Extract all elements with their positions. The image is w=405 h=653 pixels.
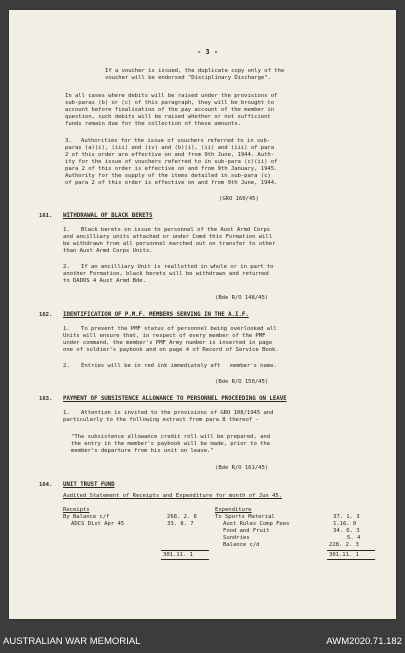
section-161-para-2-line-3: to DADOS 4 Aust Armd Bde. [63,278,146,284]
expenditure-item-3: Food and Fruit [223,528,270,534]
para-b-line-2: sub-paras (b) or (c) of this paragraph, they will be brought to [65,100,275,106]
expenditure-item-1: To Sports Material [215,514,275,520]
intro-line-2: voucher will be endorsed "Disciplinary Discharge". [105,75,271,81]
para-b-line-5: funds remain due for the collection of these amounts. [65,121,241,127]
section-161-reference: (Bde R/O 148/45) [215,295,269,301]
section-163-title: PAYMENT OF SUBSISTENCE ALLOWANCE TO PERSONNEL PROCEEDING ON LEAVE [63,396,287,402]
archive-footer [0,628,405,653]
expenditure-heading: Expenditure [215,507,252,513]
section-162-title: IDENTIFICATION OF P.M.F. MEMBERS SERVING IN THE A.I.F. [63,312,249,318]
receipt-item-2: ADCS Dist Apr 45 [71,521,125,527]
section-162-para-1-line-2: Units will ensure that, in respect of every member of the PMF [63,333,266,339]
section-163-quote-line-1: "The subsistence allowance credit roll will be prepared, and [71,434,271,440]
receipt-amount-2: 33. 8. 7 [167,521,194,527]
section-161-para-1-line-1: Black berets on issue to personnel of the Aust Armd Corps [81,227,271,233]
section-162-reference: (Bde R/O 150/45) [215,379,269,385]
receipt-item-1: By Balance c/f [63,514,110,520]
para-3-line-3: 2 of this order are effective on and from 9th June, 1944. Auth- [65,152,275,158]
section-163-quote-line-3: member's departure from his unit on leave." [71,448,214,454]
page-number: - 3 - [197,48,219,56]
para-b-line-4: question, such debits will be raised whether or not sufficient [65,114,271,120]
section-161-para-1-line-4: than Aust Armd Corps Units. [63,248,153,254]
receipts-heading: Receipts [63,507,90,513]
section-163-para-1-line-1: Attention is invited to the provisions of GRO 108/1945 and [81,410,274,416]
expenditure-item-5: Balance c/d [223,542,260,548]
expenditure-total: 301.11. 1 [329,552,359,558]
expenditure-amount-3: 34. 6. 3 [333,528,360,534]
section-162-para-1-line-1: To prevent the PMF status of personnel being overlooked all [81,326,277,332]
para-b-line-1: In all cases where debits will be raised under the provisions of [65,93,278,99]
section-163-number: 163. [39,396,53,402]
section-163-reference: (Bde R/O 161/45) [215,465,269,471]
receipts-total-rule-top [161,550,209,551]
receipt-amount-1: 268. 2. 6 [167,514,197,520]
section-161-para-2-line-2: another Formation, black berets will be withdrawn and returned [63,271,269,277]
section-164-title: UNIT TRUST FUND [63,482,115,488]
section-161-number: 161. [39,213,53,219]
expenditure-amount-2: 1.16. 0 [333,521,357,527]
section-161-title: WITHDRAWAL OF BLACK BERETS [63,213,153,219]
section-163-para-1-line-2: particularly to the following extract from para 8 thereof - [63,417,259,423]
section-161-para-2-number: 2. [63,264,70,270]
section-162-para-2-number: 2. [63,363,70,369]
document-page [9,10,396,619]
section-161-para-1-line-2: and ancilliary units attached or under Comd this Formation will [63,234,273,240]
para-3-line-4: ity for the issue of vouchers referred to in sub-para (c)(ii) of [65,159,278,165]
section-162-para-1-line-4: one of soldier's paybook and on page 4 of Record of Service Book. [63,347,279,353]
receipts-total-rule-bottom [161,559,209,560]
section-163-quote-line-2: the entry in the member's paybook will be made, prior to the [71,441,271,447]
section-161-para-2-line-1: If an ancilliary Unit is reallotted in whole or in part to [81,264,274,270]
expenditure-total-rule-bottom [327,559,375,560]
expenditure-item-4: Sundries [223,535,250,541]
footer-catalogue-id: AWM2020.71.182 [326,636,402,647]
para-3-line-5: para 2 of this order is effective on and from 9th January, 1945. [65,166,278,172]
para-b-line-3: account before finalisation of the pay account of the member in [65,107,275,113]
expenditure-amount-5: 228. 2. 3 [329,542,359,548]
receipts-total: 301.11. 1 [163,552,193,558]
reference-gro-160: (GRO 160/45) [219,196,259,202]
para-3-line-6: Authority for the supply of the items detailed in sub-para (c) [65,173,271,179]
para-3-line-7: of para 2 of this order is effective on and from 9th June, 1944. [65,180,278,186]
section-162-para-1-number: 1. [63,326,70,332]
footer-institution: AUSTRALIAN WAR MEMORIAL [3,636,141,647]
section-164-number: 164. [39,482,53,488]
expenditure-amount-4: 5. 4 [347,535,361,541]
expenditure-item-2: Aust Rules Comp Fees [223,521,290,527]
section-161-para-1-line-3: be withdrawn from all personnel marched out on transfer to other [63,241,276,247]
intro-line-1: If a voucher is issued, the duplicate copy only of the [105,68,285,74]
section-161-para-1-number: 1. [63,227,70,233]
expenditure-amount-1: 37. 1. 3 [333,514,360,520]
para-3-line-2: paras (a)(i), (iii) and (iv) and (b)(i), (ii) and (iii) of para [65,145,275,151]
expenditure-total-rule-top [327,550,375,551]
para-3-line-1: Authorities for the issue of vouchers referred to in sub- [81,138,271,144]
section-163-para-1-number: 1. [63,410,70,416]
section-162-para-2-line-1: Entries will be in red ink immediately aft member's name. [81,363,277,369]
para-3-number: 3. [65,138,72,144]
section-162-para-1-line-3: under command, the member's PMF Army number is inserted in page [63,340,273,346]
section-164-statement: Audited Statement of Receipts and Expenditure for month of Jun 45. [63,493,282,499]
section-162-number: 162. [39,312,53,318]
